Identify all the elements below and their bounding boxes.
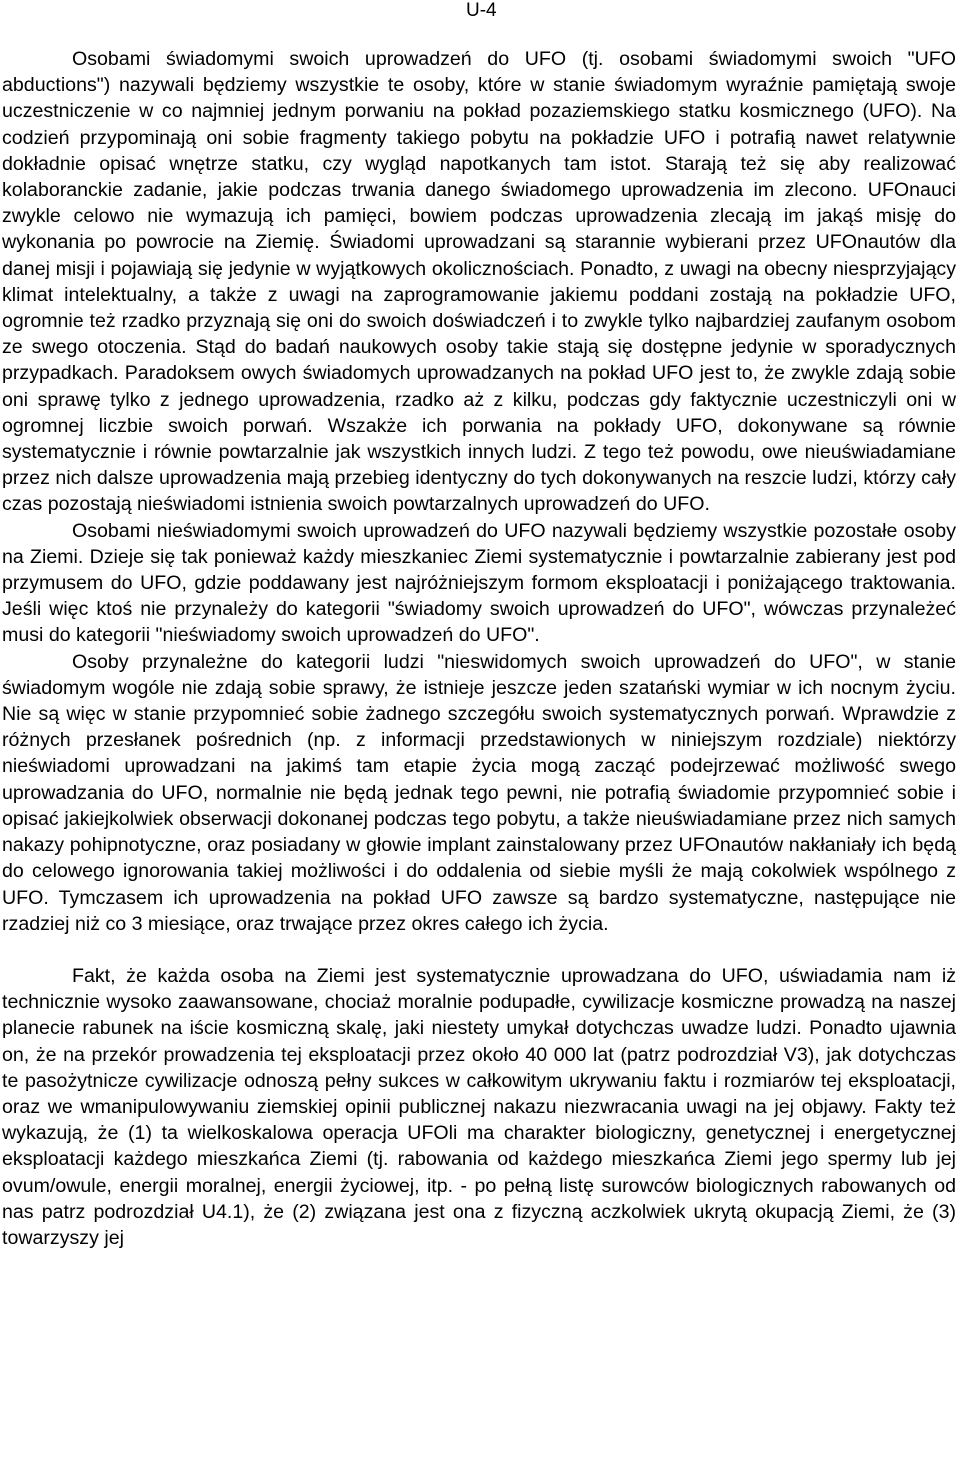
document-body bbox=[2, 46, 956, 1251]
paragraph-unaware-category: Osoby przynależne do kategorii ludzi "nieswidomych swoich uprowadzeń do UFO", w stanie świadomym wogóle nie zdają sobie sprawy, że istnieje jeszcze jeden szatański wymiar w ich nocnym życiu. Nie są więc w stanie przypomnieć sobie żadnego szczegółu swoich systematycznych porwań. Wprawdzie z różnych przesłanek pośrednich (np. z informacji przedstawionych w niniejszym rozdziale) niektórzy nieświadomi uprowadzani na jakimś tam etapie życia mogą zacząć podejrzewać możliwość swego uprowadzania do UFO, normalnie nie będą jednak tego pewni, nie potrafią świadomie przypomnieć sobie i opisać jakiejkolwiek obserwacji dokonanej podczas tego pobytu, a także nieuświadamiane przez nich samych nakazy pohipnotyczne, oraz posiadany w głowie implant zainstalowany przez UFOnautów nakłaniały ich będą do celowego ignorowania takiej możliwości i do oddalenia od siebie myśli że mają cokolwiek wspólnego z UFO. Tymczasem ich uprowadzenia na pokład UFO zawsze są bardzo systematyczne, następujące nie rzadziej niż co 3 miesiące, oraz trwające przez okres całego ich życia. bbox=[2, 650, 956, 935]
page-number: U-4 bbox=[466, 0, 497, 21]
paragraph-exploitation-fact: Fakt, że każda osoba na Ziemi jest systematycznie uprowadzana do UFO, uświadamia nam iż technicznie wysoko zaawansowane, chociaż moralnie podupadłe, cywilizacje kosmiczne prowadzą na naszej planecie rabunek na iście kosmiczną skalę, jaki niestety umykał dotychczas uwadze ludzi. Ponadto ujawnia on, że na przekór prowadzenia tej eksploatacji przez około 40 000 lat (patrz podrozdział V3), jak dotychczas te pasożytnicze cywilizacje odnoszą pełny sukces w całkowitym ukrywaniu faktu i rozmiarów tej eksploatacji, oraz we wmanipulowywaniu ziemskiej opinii publicznej nakazu niezwracania uwagi na jej objawy. Fakty też wykazują, że (1) ta wielkoskalowa operacja UFOli ma charakter biologiczny, genetycznej i energetycznej eksploatacji każdego mieszkańca Ziemi (tj. rabowania od każdego mieszkańca Ziemi jego spermy lub jej ovum/owule, energii moralnej, energii życiowej, itp. - po pełną listę surowców biologicznych rabowanych od nas patrz podrozdział U4.1), że (2) związana jest ona z fizyczną aczkolwiek ukrytą okupacją Ziemi, że (3) towarzyszy jej bbox=[2, 964, 956, 1249]
paragraph-conscious-abductees: Osobami świadomymi swoich uprowadzeń do UFO (tj. osobami świadomymi swoich "UFO abductions") nazywali będziemy wszystkie te osoby, które w stanie świadomym wyraźnie pamiętają swoje uczestniczenie w co najmniej jednym porwaniu na pokład pozaziemskiego statku kosmicznego (UFO). Na codzień przypominają oni sobie fragmenty takiego pobytu na pokładzie UFO i potrafią nawet relatywnie dokładnie opisać wnętrze statku, czy wygląd napotkanych tam istot. Starają też się aby realizować kolaboranckie zadanie, jakie podczas trwania danego świadomego uprowadzenia im zlecono. UFOnauci zwykle celowo nie wymazują ich pamięci, bowiem podczas uprowadzenia zlecają im jakąś misję do wykonania po powrocie na Ziemię. Świadomi uprowadzani są starannie wybierani przez UFOnautów dla danej misji i pojawiają się jedynie w wyjątkowych okolicznościach. Ponadto, z uwagi na obecny niesprzyjający klimat intelektualny, a także z uwagi na zaprogramowanie jakiemu poddani zostają na pokładzie UFO, ogromnie też rzadko przyznają się oni do swoich doświadczeń i to zwykle tylko najbardziej zaufanym osobom ze swego otoczenia. Stąd do badań naukowych osoby takie stają się dostępne jedynie w sporadycznych przypadkach. Paradoksem owych świadomych uprowadzanych na pokład UFO jest to, że zwykle zdają sobie oni sprawę tylko z jednego uprowadzenia, rzadko aż z kilku, podczas gdy faktycznie uczestniczyli oni w ogromnej liczbie swoich porwań. Wszakże ich porwania na pokłady UFO, dokonywane są równie systematycznie i równie powtarzalnie jak wszystkich innych ludzi. Z tego też powodu, owe nieuświadamiane przez nich dalsze uprowadzenia mają przebieg identyczny do tych dokonywanych na reszcie ludzi, którzy cały czas pozostają nieświadomi istnienia swoich powtarzalnych uprowadzeń do UFO. bbox=[2, 48, 956, 516]
paragraph-unconscious-abductees: Osobami nieświadomymi swoich uprowadzeń do UFO nazywali będziemy wszystkie pozostałe osoby na Ziemi. Dzieje się tak ponieważ każdy mieszkaniec Ziemi systematycznie i powtarzalnie zabierany jest pod przymusem do UFO, gdzie poddawany jest najróżniejszym formom eksploatacji i poniżającego traktowania. Jeśli więc ktoś nie przynależy do kategorii "świadomy swoich uprowadzeń do UFO", wówczas przynależeć musi do kategorii "nieświadomy swoich uprowadzeń do UFO". bbox=[2, 519, 956, 647]
